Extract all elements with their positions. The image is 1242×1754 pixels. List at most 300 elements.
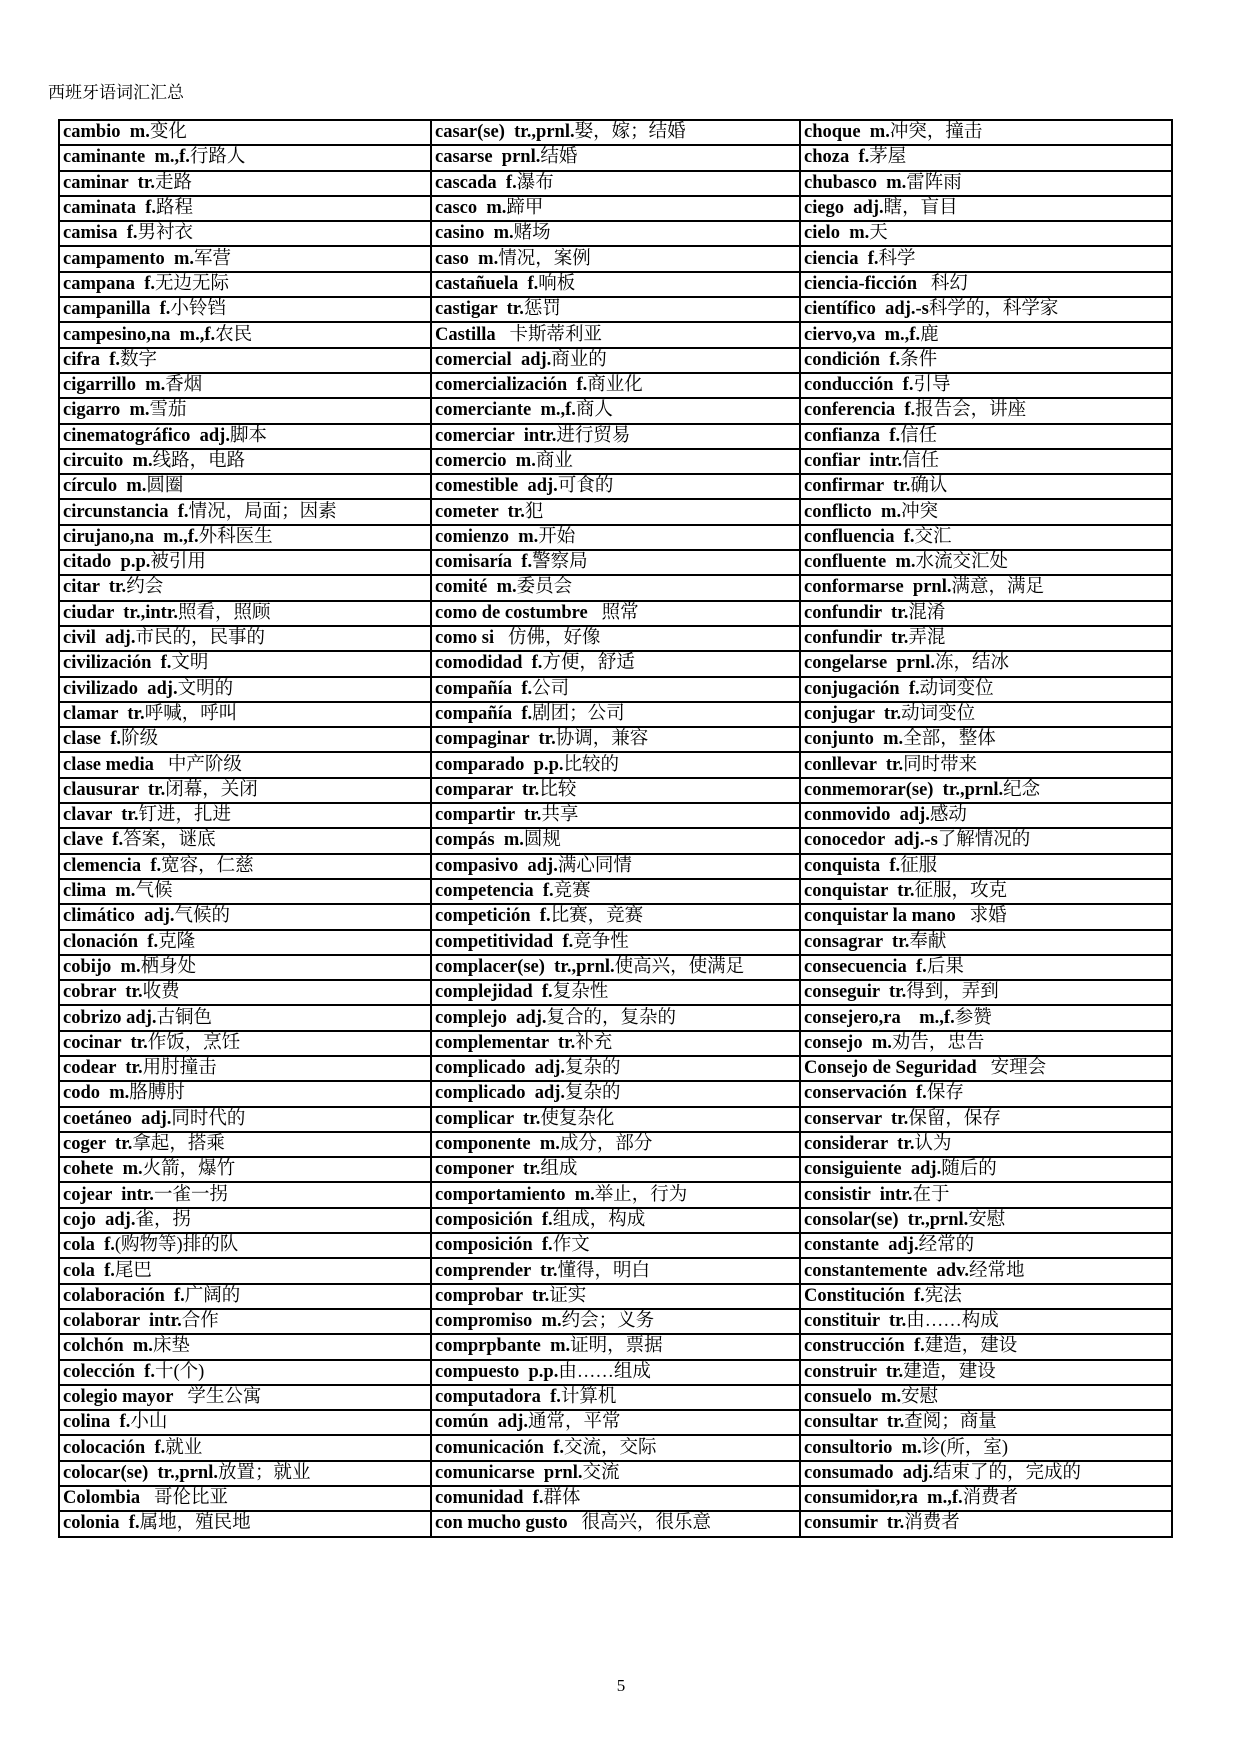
spanish-term: cobijo m. xyxy=(63,956,141,977)
chinese-meaning: 商业的 xyxy=(551,349,607,370)
vocab-entry xyxy=(431,1005,800,1030)
vocab-entry xyxy=(800,1410,1172,1435)
chinese-meaning: 劝告，忠告 xyxy=(891,1032,985,1053)
spanish-term: cirujano,na m.,f. xyxy=(63,526,199,547)
chinese-meaning: 阶级 xyxy=(121,729,159,750)
vocab-entry xyxy=(431,1233,800,1258)
vocab-entry xyxy=(800,854,1172,879)
chinese-meaning: 外科医生 xyxy=(198,526,273,547)
chinese-meaning: 奉献 xyxy=(909,931,947,952)
table-row xyxy=(59,221,1172,246)
vocab-entry xyxy=(431,1284,800,1309)
table-row xyxy=(59,980,1172,1005)
vocab-entry xyxy=(800,550,1172,575)
spanish-term: codo m. xyxy=(63,1083,130,1104)
vocab-entry xyxy=(800,398,1172,423)
vocab-entry xyxy=(431,373,800,398)
spanish-term: colina f. xyxy=(63,1412,131,1433)
spanish-term: conquista f. xyxy=(804,855,901,876)
vocab-entry xyxy=(431,752,800,777)
spanish-term: ciudar tr.,intr. xyxy=(63,602,178,623)
chinese-meaning: 赌场 xyxy=(513,223,551,244)
table-row xyxy=(59,1486,1172,1511)
spanish-term: clonación f. xyxy=(63,931,159,952)
table-row xyxy=(59,930,1172,955)
chinese-meaning: 进行贸易 xyxy=(556,425,631,446)
chinese-meaning: 茅屋 xyxy=(869,147,907,168)
table-row xyxy=(59,1233,1172,1258)
table-row xyxy=(59,1410,1172,1435)
chinese-meaning: 雪茄 xyxy=(149,400,187,421)
spanish-term: climático adj. xyxy=(63,906,175,927)
chinese-meaning: 圆圈 xyxy=(146,476,184,497)
vocab-entry xyxy=(59,474,431,499)
spanish-term: constantemente adv. xyxy=(804,1260,969,1281)
vocab-entry xyxy=(800,1360,1172,1385)
spanish-term: científico adj.-s xyxy=(804,299,929,320)
vocab-entry xyxy=(59,322,431,347)
chinese-meaning: 经常地 xyxy=(968,1260,1025,1281)
table-row xyxy=(59,1511,1172,1536)
vocab-entry xyxy=(431,677,800,702)
spanish-term: comienzo m. xyxy=(435,526,539,547)
table-row xyxy=(59,322,1172,347)
vocab-entry xyxy=(431,550,800,575)
chinese-meaning: 科学的，科学家 xyxy=(928,299,1059,320)
chinese-meaning: 情况，局面；因素 xyxy=(188,501,337,522)
vocab-entry xyxy=(59,1486,431,1511)
vocab-entry xyxy=(800,575,1172,600)
spanish-term: comestible adj. xyxy=(435,476,558,497)
vocab-entry xyxy=(431,1461,800,1486)
spanish-term: cielo m. xyxy=(804,223,870,244)
vocab-entry xyxy=(431,879,800,904)
chinese-meaning: 成分，部分 xyxy=(559,1134,653,1155)
spanish-term: campana f. xyxy=(63,273,155,294)
table-row xyxy=(59,575,1172,600)
spanish-term: comodidad f. xyxy=(435,653,543,674)
chinese-meaning: 尾巴 xyxy=(114,1260,152,1281)
chinese-meaning: 交汇 xyxy=(914,526,952,547)
vocab-entry xyxy=(431,955,800,980)
vocab-entry xyxy=(800,828,1172,853)
vocab-entry xyxy=(800,803,1172,828)
chinese-meaning: 懂得，明白 xyxy=(557,1260,650,1281)
chinese-meaning: 卡斯蒂利亚 xyxy=(495,324,603,345)
spanish-term: componente m. xyxy=(435,1134,560,1155)
spanish-term: colegio mayor xyxy=(63,1386,174,1407)
spanish-term: círculo m. xyxy=(63,476,147,497)
spanish-term: consistir intr. xyxy=(804,1184,913,1205)
spanish-term: confundir tr. xyxy=(804,628,909,649)
chinese-meaning: 比赛，竞赛 xyxy=(550,906,644,927)
vocab-entry xyxy=(431,575,800,600)
spanish-term: clamar tr. xyxy=(63,703,145,724)
spanish-term: comercio m. xyxy=(435,451,536,471)
vocab-entry xyxy=(431,348,800,373)
spanish-term: caminar tr. xyxy=(63,172,155,193)
vocab-entry xyxy=(59,449,431,474)
spanish-term: confundir tr. xyxy=(804,602,909,623)
vocab-entry xyxy=(59,854,431,879)
chinese-meaning: 随后的 xyxy=(941,1159,997,1180)
chinese-meaning: 开始 xyxy=(538,526,576,547)
spanish-term: conservación f. xyxy=(804,1083,927,1104)
spanish-term: comprpbante m. xyxy=(435,1336,571,1357)
vocab-entry xyxy=(431,272,800,297)
spanish-term: comité m. xyxy=(435,577,517,598)
chinese-meaning: 照常 xyxy=(587,602,639,623)
table-row xyxy=(59,196,1172,221)
spanish-term: conocedor adj.-s xyxy=(804,830,938,851)
chinese-meaning: 在于 xyxy=(912,1184,950,1205)
chinese-meaning: 委员会 xyxy=(516,577,573,598)
chinese-meaning: 比较 xyxy=(539,779,577,800)
chinese-meaning: 商人 xyxy=(575,400,613,421)
spanish-term: cifra f. xyxy=(63,349,121,370)
spanish-term: cocinar tr. xyxy=(63,1032,148,1053)
vocab-entry xyxy=(800,1486,1172,1511)
vocab-entry xyxy=(431,1208,800,1233)
vocab-entry xyxy=(800,955,1172,980)
spanish-term: colocar(se) tr.,prnl. xyxy=(63,1462,218,1483)
chinese-meaning: 动词变位 xyxy=(901,703,976,724)
chinese-meaning: 征服 xyxy=(900,855,938,876)
vocab-entry xyxy=(800,1385,1172,1410)
spanish-term: codear tr. xyxy=(63,1058,143,1079)
spanish-term: componer tr. xyxy=(435,1159,541,1180)
spanish-term: confluencia f. xyxy=(804,526,915,547)
vocab-entry xyxy=(800,196,1172,221)
chinese-meaning: 闭幕，关闭 xyxy=(165,779,258,800)
table-row xyxy=(59,626,1172,651)
vocab-entry xyxy=(800,145,1172,170)
spanish-term: cojear intr. xyxy=(63,1184,154,1205)
vocab-entry xyxy=(800,322,1172,347)
spanish-term: casar(se) tr.,prnl. xyxy=(435,122,575,143)
vocab-entry xyxy=(800,474,1172,499)
vocab-entry xyxy=(59,196,431,221)
chinese-meaning: 感动 xyxy=(929,805,967,826)
spanish-term: caminante m.,f. xyxy=(63,147,190,168)
table-row xyxy=(59,348,1172,373)
table-row xyxy=(59,828,1172,853)
chinese-meaning: 宪法 xyxy=(924,1285,962,1306)
spanish-term: ciencia-ficción xyxy=(804,273,918,294)
vocab-entry xyxy=(800,120,1172,145)
vocab-entry xyxy=(431,499,800,524)
vocab-entry xyxy=(431,803,800,828)
vocab-entry xyxy=(800,1511,1172,1536)
vocab-entry xyxy=(59,752,431,777)
chinese-meaning: 诊(所，室) xyxy=(921,1437,1009,1458)
vocab-entry xyxy=(800,1258,1172,1283)
chinese-meaning: 信任 xyxy=(900,425,938,446)
spanish-term: consumir tr. xyxy=(804,1513,905,1534)
table-row xyxy=(59,550,1172,575)
table-row xyxy=(59,727,1172,752)
chinese-meaning: 满心同情 xyxy=(557,855,632,876)
spanish-term: conformarse prnl. xyxy=(804,577,952,598)
chinese-meaning: 复杂的 xyxy=(565,1083,621,1104)
chinese-meaning: 计算机 xyxy=(560,1386,617,1407)
vocab-entry xyxy=(59,171,431,196)
table-row xyxy=(59,778,1172,803)
chinese-meaning: (购物等)排的队 xyxy=(114,1235,239,1256)
spanish-term: como de costumbre xyxy=(435,602,588,623)
chinese-meaning: 结束了的，完成的 xyxy=(933,1462,1082,1483)
table-row xyxy=(59,1435,1172,1460)
chinese-meaning: 科学 xyxy=(878,248,916,269)
chinese-meaning: 军营 xyxy=(194,248,232,269)
spanish-term: consagrar tr. xyxy=(804,931,910,952)
vocab-entry xyxy=(800,272,1172,297)
vocab-entry xyxy=(59,1461,431,1486)
chinese-meaning: 克隆 xyxy=(158,931,196,952)
vocab-entry xyxy=(59,702,431,727)
spanish-term: conquistar tr. xyxy=(804,881,915,902)
vocab-entry xyxy=(800,1157,1172,1182)
spanish-term: citado p.p. xyxy=(63,552,151,573)
chinese-meaning: 协调，兼容 xyxy=(555,729,649,750)
spanish-term: cola f. xyxy=(63,1235,115,1256)
table-row xyxy=(59,1258,1172,1283)
chinese-meaning: 参赞 xyxy=(954,1007,992,1028)
chinese-meaning: 很高兴，很乐意 xyxy=(567,1513,711,1534)
spanish-term: colchón m. xyxy=(63,1336,153,1357)
chinese-meaning: 答案，谜底 xyxy=(123,830,216,851)
vocab-entry xyxy=(431,1157,800,1182)
chinese-meaning: 动词变位 xyxy=(919,678,994,699)
chinese-meaning: 举止，行为 xyxy=(594,1184,688,1205)
spanish-term: camisa f. xyxy=(63,223,138,244)
chinese-meaning: 一雀一拐 xyxy=(153,1184,228,1205)
table-row xyxy=(59,499,1172,524)
chinese-meaning: 安理会 xyxy=(976,1058,1047,1079)
spanish-term: compañía f. xyxy=(435,678,533,699)
spanish-term: citar tr. xyxy=(63,577,127,598)
vocab-entry xyxy=(431,1486,800,1511)
table-row xyxy=(59,1031,1172,1056)
chinese-meaning: 学生公寓 xyxy=(173,1386,262,1407)
vocab-entry xyxy=(431,424,800,449)
vocab-entry xyxy=(800,221,1172,246)
chinese-meaning: 作饭，烹饪 xyxy=(147,1032,241,1053)
spanish-term: cascada f. xyxy=(435,172,517,193)
chinese-meaning: 证明，票据 xyxy=(570,1336,663,1357)
chinese-meaning: 属地，殖民地 xyxy=(139,1513,251,1534)
spanish-term: considerar tr. xyxy=(804,1134,915,1155)
vocab-entry xyxy=(800,171,1172,196)
table-row xyxy=(59,171,1172,196)
spanish-term: casco m. xyxy=(435,198,507,219)
spanish-term: compartir tr. xyxy=(435,805,542,826)
chinese-meaning: 混淆 xyxy=(908,602,946,623)
spanish-term: caso m. xyxy=(435,248,499,269)
spanish-term: comerciante m.,f. xyxy=(435,400,576,421)
chinese-meaning: 安慰 xyxy=(968,1209,1006,1230)
table-row xyxy=(59,1461,1172,1486)
spanish-term: clemencia f. xyxy=(63,855,162,876)
chinese-meaning: 中产阶级 xyxy=(153,754,242,775)
vocab-entry xyxy=(431,398,800,423)
vocab-entry xyxy=(59,550,431,575)
vocab-entry xyxy=(59,1334,431,1359)
chinese-meaning: 满意，满足 xyxy=(951,577,1044,598)
spanish-term: campamento m. xyxy=(63,248,195,269)
spanish-term: cobrizo adj. xyxy=(63,1007,157,1028)
spanish-term: construir tr. xyxy=(804,1361,904,1382)
chinese-meaning: 被引用 xyxy=(150,552,206,573)
vocab-entry xyxy=(431,1132,800,1157)
spanish-term: consecuencia f. xyxy=(804,956,927,977)
chinese-meaning: 弄混 xyxy=(908,628,946,649)
spanish-term: clase media xyxy=(63,754,154,775)
vocab-entry xyxy=(59,1208,431,1233)
spanish-term: construcción f. xyxy=(804,1336,925,1357)
chinese-meaning: 鹿 xyxy=(920,324,939,345)
chinese-meaning: 气候的 xyxy=(174,906,231,927)
spanish-term: comparado p.p. xyxy=(435,754,564,775)
chinese-meaning: 冲突 xyxy=(901,501,939,522)
chinese-meaning: 建造，建设 xyxy=(924,1336,1018,1357)
chinese-meaning: 就业 xyxy=(165,1437,203,1458)
chinese-meaning: 胳膊肘 xyxy=(129,1083,185,1104)
spanish-term: civilización f. xyxy=(63,653,172,674)
spanish-term: conjunto m. xyxy=(804,729,904,750)
vocab-entry xyxy=(431,626,800,651)
spanish-term: conllevar tr. xyxy=(804,754,904,775)
chinese-meaning: 照看，照顾 xyxy=(177,602,271,623)
chinese-meaning: 使高兴，使满足 xyxy=(614,956,745,977)
chinese-meaning: 冲突，撞击 xyxy=(889,122,983,143)
spanish-term: castigar tr. xyxy=(435,299,524,320)
spanish-term: cambio m. xyxy=(63,122,150,143)
vocab-entry xyxy=(59,828,431,853)
spanish-term: congelarse prnl. xyxy=(804,653,936,674)
spanish-term: confirmar tr. xyxy=(804,476,911,497)
vocab-entry xyxy=(59,120,431,145)
chinese-meaning: 小山 xyxy=(130,1412,168,1433)
chinese-meaning: 同时带来 xyxy=(903,754,978,775)
vocab-entry xyxy=(800,651,1172,676)
spanish-term: coger tr. xyxy=(63,1134,133,1155)
vocab-entry xyxy=(59,348,431,373)
table-row xyxy=(59,803,1172,828)
spanish-term: ciego adj. xyxy=(804,198,884,219)
spanish-term: complicado adj. xyxy=(435,1058,566,1079)
vocab-entry xyxy=(800,702,1172,727)
vocab-entry xyxy=(59,575,431,600)
vocab-entry xyxy=(431,930,800,955)
table-row xyxy=(59,1005,1172,1030)
spanish-term: colección f. xyxy=(63,1361,155,1382)
spanish-term: clase f. xyxy=(63,729,122,750)
vocab-entry xyxy=(431,828,800,853)
vocab-entry xyxy=(431,1056,800,1081)
spanish-term: composición f. xyxy=(435,1235,553,1256)
vocab-entry xyxy=(431,1360,800,1385)
spanish-term: comercialización f. xyxy=(435,375,588,396)
table-row xyxy=(59,854,1172,879)
vocab-entry xyxy=(59,803,431,828)
chinese-meaning: 市民的，民事的 xyxy=(135,628,265,649)
vocab-entry xyxy=(431,297,800,322)
vocab-entry xyxy=(431,322,800,347)
spanish-term: cola f. xyxy=(63,1260,115,1281)
vocab-entry xyxy=(59,525,431,550)
chinese-meaning: 共享 xyxy=(541,805,579,826)
table-row xyxy=(59,879,1172,904)
vocab-entry xyxy=(59,1157,431,1182)
spanish-term: choque m. xyxy=(804,122,890,143)
chinese-meaning: 呼喊，呼叫 xyxy=(144,703,238,724)
vocab-entry xyxy=(59,1107,431,1132)
spanish-term: comerciar intr. xyxy=(435,425,557,446)
vocab-entry xyxy=(800,499,1172,524)
spanish-term: casino m. xyxy=(435,223,514,244)
chinese-meaning: 保存 xyxy=(926,1083,964,1104)
vocab-entry xyxy=(59,1056,431,1081)
vocab-entry xyxy=(431,854,800,879)
vocab-entry xyxy=(431,221,800,246)
vocab-entry xyxy=(800,1233,1172,1258)
vocab-entry xyxy=(431,1182,800,1207)
table-row xyxy=(59,297,1172,322)
spanish-term: Constitución f. xyxy=(804,1285,925,1306)
spanish-term: compromiso m. xyxy=(435,1311,562,1332)
table-row xyxy=(59,904,1172,929)
spanish-term: consejero,ra m.,f. xyxy=(804,1007,955,1028)
chinese-meaning: 组成 xyxy=(540,1159,578,1180)
vocab-entry xyxy=(59,499,431,524)
chinese-meaning: 认为 xyxy=(914,1134,952,1155)
vocab-entry xyxy=(59,398,431,423)
chinese-meaning: 全部，整体 xyxy=(903,729,996,750)
chinese-meaning: 组成，构成 xyxy=(552,1209,646,1230)
spanish-term: civilizado adj. xyxy=(63,678,178,699)
vocab-entry xyxy=(59,930,431,955)
chinese-meaning: 火箭，爆竹 xyxy=(142,1159,236,1180)
vocab-entry xyxy=(431,196,800,221)
chinese-meaning: 商业 xyxy=(535,451,573,471)
vocab-entry xyxy=(59,1511,431,1536)
chinese-meaning: 报告会，讲座 xyxy=(915,400,1027,421)
vocab-entry xyxy=(431,120,800,145)
vocab-entry xyxy=(59,1182,431,1207)
table-row xyxy=(59,525,1172,550)
spanish-term: compuesto p.p. xyxy=(435,1361,559,1382)
chinese-meaning: 由……组成 xyxy=(558,1361,651,1382)
chinese-meaning: 作文 xyxy=(552,1235,590,1256)
vocab-entry xyxy=(431,601,800,626)
chinese-meaning: 合作 xyxy=(181,1311,219,1332)
chinese-meaning: 雷阵雨 xyxy=(906,172,962,193)
chinese-meaning: 农民 xyxy=(215,324,253,345)
vocab-entry xyxy=(59,246,431,271)
spanish-term: competitividad f. xyxy=(435,931,574,952)
chinese-meaning: 安慰 xyxy=(901,1386,939,1407)
vocab-entry xyxy=(800,348,1172,373)
spanish-term: conducción f. xyxy=(804,375,914,396)
table-row xyxy=(59,120,1172,145)
table-row xyxy=(59,1334,1172,1359)
spanish-term: competencia f. xyxy=(435,881,554,902)
vocab-entry xyxy=(431,145,800,170)
vocab-entry xyxy=(59,1005,431,1030)
vocab-entry xyxy=(431,980,800,1005)
table-row xyxy=(59,752,1172,777)
